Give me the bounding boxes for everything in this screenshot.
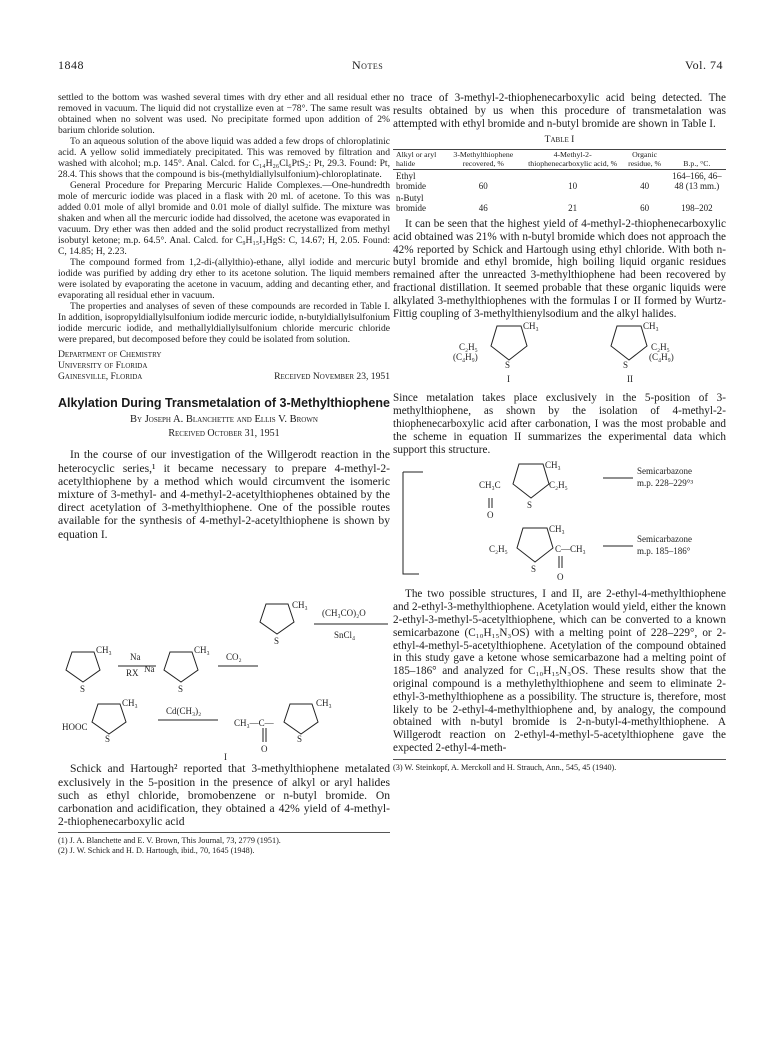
structure-label: I xyxy=(507,374,510,385)
paragraph: settled to the bottom was washed several times with dry ether and all residual ether removed in vacuum. The liquid did not crystallize even at −78°. The same result was obtained when no solvent was used. No precipitate formed upon addition of 2% barium chloride solution. xyxy=(58,92,390,136)
melting-point: m.p. 228–229°³ xyxy=(637,478,694,489)
paragraph: Since metalation takes place exclusively in the 5-position of 3-methylthiophene, as shown by the isolation of 4-methyl-2-thiophenecarboxylic acid after carbonation, I was the most probable and the scheme in equation II summarizes the experimental data which support this structure. xyxy=(393,392,726,456)
table-header: 3-Methylthiophene recovered, % xyxy=(443,150,524,170)
reagent-co2: CO₂ xyxy=(226,652,242,663)
table-header: Alkyl or aryl halide xyxy=(393,150,443,170)
paragraph: In the course of our investigation of the Willgerodt reaction in the heterocyclic series,¹ it became necessary to prepare 4-methyl-2-acetylthiophene by a method which would circumvent the isomeric mixture of 3-methyl- and 4-methyl-2-acetylthiophenes obtained by the direct acetylation of 3-methylthiophene. One of the possible routes available for the synthesis of 4-methyl-2-acetylthiophene is shown by equation I. xyxy=(58,448,390,541)
reagent-acetic-anhydride: (CH₃CO)₂O xyxy=(322,608,366,618)
ch3-label: CH₃ xyxy=(194,645,210,656)
table-row xyxy=(393,170,726,193)
substituent: (C₄H₉) xyxy=(453,352,478,363)
structures-i-ii xyxy=(393,320,726,392)
table-cell: 198–202 xyxy=(681,203,713,213)
s-atom: S xyxy=(505,360,511,371)
running-head: Notes xyxy=(352,58,384,72)
s-atom: S xyxy=(178,684,184,695)
table-row xyxy=(393,192,726,214)
received-date: Received November 23, 1951 xyxy=(274,371,390,382)
ch3-label: CH₃ xyxy=(549,524,565,535)
paragraph: The compound formed from 1,2-di-(allylthio)-ethane, allyl iodide and mercuric iodide was purified by adding dry ether to its acetone solution. The liquid members were isolated by evaporating the acetone in vacuum, adding and decanting ether, and evaporating all residual ether in vacuum. xyxy=(58,257,390,301)
structure-label: II xyxy=(627,374,633,385)
substituent: C₂H₅ xyxy=(549,480,568,491)
o-atom: O xyxy=(557,572,564,583)
table-cell: 10 xyxy=(568,181,578,191)
right-column xyxy=(393,92,726,772)
ch3-label: CH₃ xyxy=(122,698,138,709)
reagent-sncl4: SnCl₄ xyxy=(334,630,356,640)
ch3c-label: CH₃—C— xyxy=(234,718,274,729)
left-column xyxy=(58,92,390,856)
semicarbazone-label: Semicarbazone xyxy=(637,466,692,477)
table-cell: 164–166, 46–48 (13 mm.) xyxy=(672,171,722,191)
s-atom: S xyxy=(274,636,280,646)
table-cell: 40 xyxy=(640,181,650,191)
equation-label: I xyxy=(224,752,227,763)
footnotes xyxy=(58,832,390,855)
table-cell: 60 xyxy=(478,181,488,191)
paragraph: General Procedure for Preparing Mercuric Halide Complexes.—One-hundredth mole of mercuric iodide was placed in a flask with 20 ml. of acetone. To this was added 0.01 mole of allyl bromide and 0.01 mole of diallyl sulfide. The mixture was shaken and when all the mercuric iodide had dissolved, the acetone was evaporated in vacuum. Dry ether was then added and the solid product recrystallized from methyl isobutyl ketone; m.p. 64.5°. Anal. Calcd. for C₉H₁₅I₃HgS: C, 14.67; H, 2.05. Found: C, 14.85; H, 2.23. xyxy=(58,180,390,257)
ch3-label: CH₃ xyxy=(96,645,112,656)
ch3-label: CH₃ xyxy=(545,460,561,471)
article-received: Received October 31, 1951 xyxy=(168,428,280,440)
substituent: C₂H₅ xyxy=(651,342,670,353)
article-body xyxy=(58,762,390,828)
table-cell: 60 xyxy=(640,203,650,213)
footnotes xyxy=(393,759,726,773)
paragraph: The properties and analyses of seven of these compounds are recorded in Table I. In addition, isopropyldiallylsulfonium iodide mercuric iodide, n-butyldiallylsulfonium iodide mercuric iodide, and methallyldiallylsulfonium chloride mercuric chloride were prepared, but decomposed before they could be isolated from solution. xyxy=(58,301,390,345)
equation-2-scheme xyxy=(393,456,726,588)
reagent-cd: Cd(CH₃)₂ xyxy=(166,706,202,717)
semicarbazone-label: Semicarbazone xyxy=(637,534,692,545)
melting-point: m.p. 185–186° xyxy=(637,546,691,557)
footnote: (3) W. Steinkopf, A. Merckoll and H. Strauch, Ann., 545, 45 (1940). xyxy=(393,762,617,772)
article-byline: By Joseph A. Blanchette and Ellis V. Brown xyxy=(130,414,318,425)
acetyl-label: C—CH₃ xyxy=(555,544,586,555)
footnote: (2) J. W. Schick and H. D. Hartough, ibid., 70, 1645 (1948). xyxy=(58,846,255,856)
substituent: C₂H₅ xyxy=(459,342,478,353)
department: Department of Chemistry xyxy=(58,349,162,360)
s-atom: S xyxy=(527,500,533,511)
ch3-label: CH₃ xyxy=(523,321,539,332)
ch3-label: CH₃ xyxy=(643,321,659,332)
table-header: Organic residue, % xyxy=(621,150,667,170)
o-atom: O xyxy=(487,510,494,521)
reagent-na: Na xyxy=(130,652,141,663)
results-table xyxy=(393,149,726,214)
table-header: 4-Methyl-2-thiophenecarboxylic acid, % xyxy=(524,150,622,170)
footnote: (1) J. A. Blanchette and E. V. Brown, This Journal, 73, 2779 (1951). xyxy=(58,836,281,846)
o-atom: O xyxy=(261,744,268,755)
page-number: 1848 xyxy=(58,58,84,72)
paragraph: It can be seen that the highest yield of 4-methyl-2-thiophenecarboxylic acid obtained was 21% with n-butyl bromide which does not approach the 42% reported by Schick and Hartough using ethyl chloride. With both n-butyl bromide and ethyl bromide, high boiling liquid organic residues remained after the unreacted 3-methylthiophene had been recovered by fractional distillation. It seemed probable that these organic liquids were alkylated 3-methylthiophenes with the formulas I or II formed by Wurtz-Fittig coupling of 3-methylthienylsodium and the alkyl halides. xyxy=(393,218,726,320)
paragraph: no trace of 3-methyl-2-thiophenecarboxylic acid being detected. The results obtained by us when this procedure of transmetalation was attempted with ethyl bromide and n-butyl bromide are shown in Table I. xyxy=(393,92,726,130)
city: Gainesville, Florida xyxy=(58,371,143,382)
ch3-label: CH₃ xyxy=(292,600,308,610)
paragraph: The two possible structures, I and II, are 2-ethyl-4-methylthiophene and 2-ethyl-3-methylthiophene. Acetylation would yield, either the known 2-ethyl-3-methyl-5-acetylthiophene, which can be converted to a known semicarbazone (C₁₀H₁₅N₃OS) with a melting point of 228–229°, or 2-ethyl-4-methyl-5-acetylthiophene. Acetylation of the compound obtained in this study gave a ketone whose semicarbazone had a melting point of 185–186° and analyzed for C₁₀H₁₅N₃OS. These results show that the original compound is a methylethylthiophene and seem to eliminate 2-ethyl-3-methylthiophene as a possibility. The structure is, therefore, most likely to be 2-ethyl-4-methylthiophene and, by analogy, the compound obtained with n-butyl bromide is 2-n-butyl-4-methylthiophene. A Willgerodt reaction on 2-ethyl-4-methyl-5-acetylthiophene gave the expected 2-ethyl-4-meth- xyxy=(393,588,726,754)
substituent: (C₄H₉) xyxy=(649,352,674,363)
equation-1-scheme xyxy=(58,644,390,762)
substituent: C₂H₅ xyxy=(489,544,508,555)
article-title: Alkylation During Transmetalation of 3-Methylthiophene xyxy=(58,396,390,410)
s-atom: S xyxy=(531,564,537,575)
address-block xyxy=(58,349,390,382)
table-cell: Ethyl bromide xyxy=(396,171,426,191)
table-cell: n-Butyl bromide xyxy=(396,193,426,213)
table-header: B.p., °C. xyxy=(668,150,726,170)
table-cell: 46 xyxy=(478,203,488,213)
s-atom: S xyxy=(297,734,303,745)
university: University of Florida xyxy=(58,360,148,371)
table-cell: 21 xyxy=(568,203,578,213)
hooc-label: HOOC xyxy=(62,722,88,733)
table-caption: Table I xyxy=(544,134,575,146)
ch3-label: CH₃ xyxy=(316,698,332,709)
na-substituent: Na xyxy=(144,664,155,675)
reagent-rx: RX xyxy=(126,668,139,679)
s-atom: S xyxy=(623,360,629,371)
paragraph: Schick and Hartough² reported that 3-methylthiophene metalated exclusively in the 5-position in the presence of alkyl or aryl halides such as ethyl chloride, bromobenzene or n-butyl bromide. On carbonation and acidification, they obtained a 42% yield of 4-methyl-2-thiophenecarboxylic acid xyxy=(58,762,390,829)
s-atom: S xyxy=(105,734,111,745)
acetyl-label: CH₃C xyxy=(479,480,501,491)
paragraph: To an aqueous solution of the above liquid was added a few drops of chloroplatinic acid. A yellow solid immediately precipitated. This was removed by filtration and washed with alcohol; m.p. 145°. Anal. Calcd. for C₁₄H₂₆Cl₆PtS₂: Pt, 29.3. Found: Pt, 28.4. This shows that the compound is bis-(methyldiallylsulfonium)-chloroplatinate. xyxy=(58,136,390,180)
acetylation-scheme xyxy=(248,598,398,658)
s-atom: S xyxy=(80,684,86,695)
volume-label: Vol. 74 xyxy=(685,58,723,72)
